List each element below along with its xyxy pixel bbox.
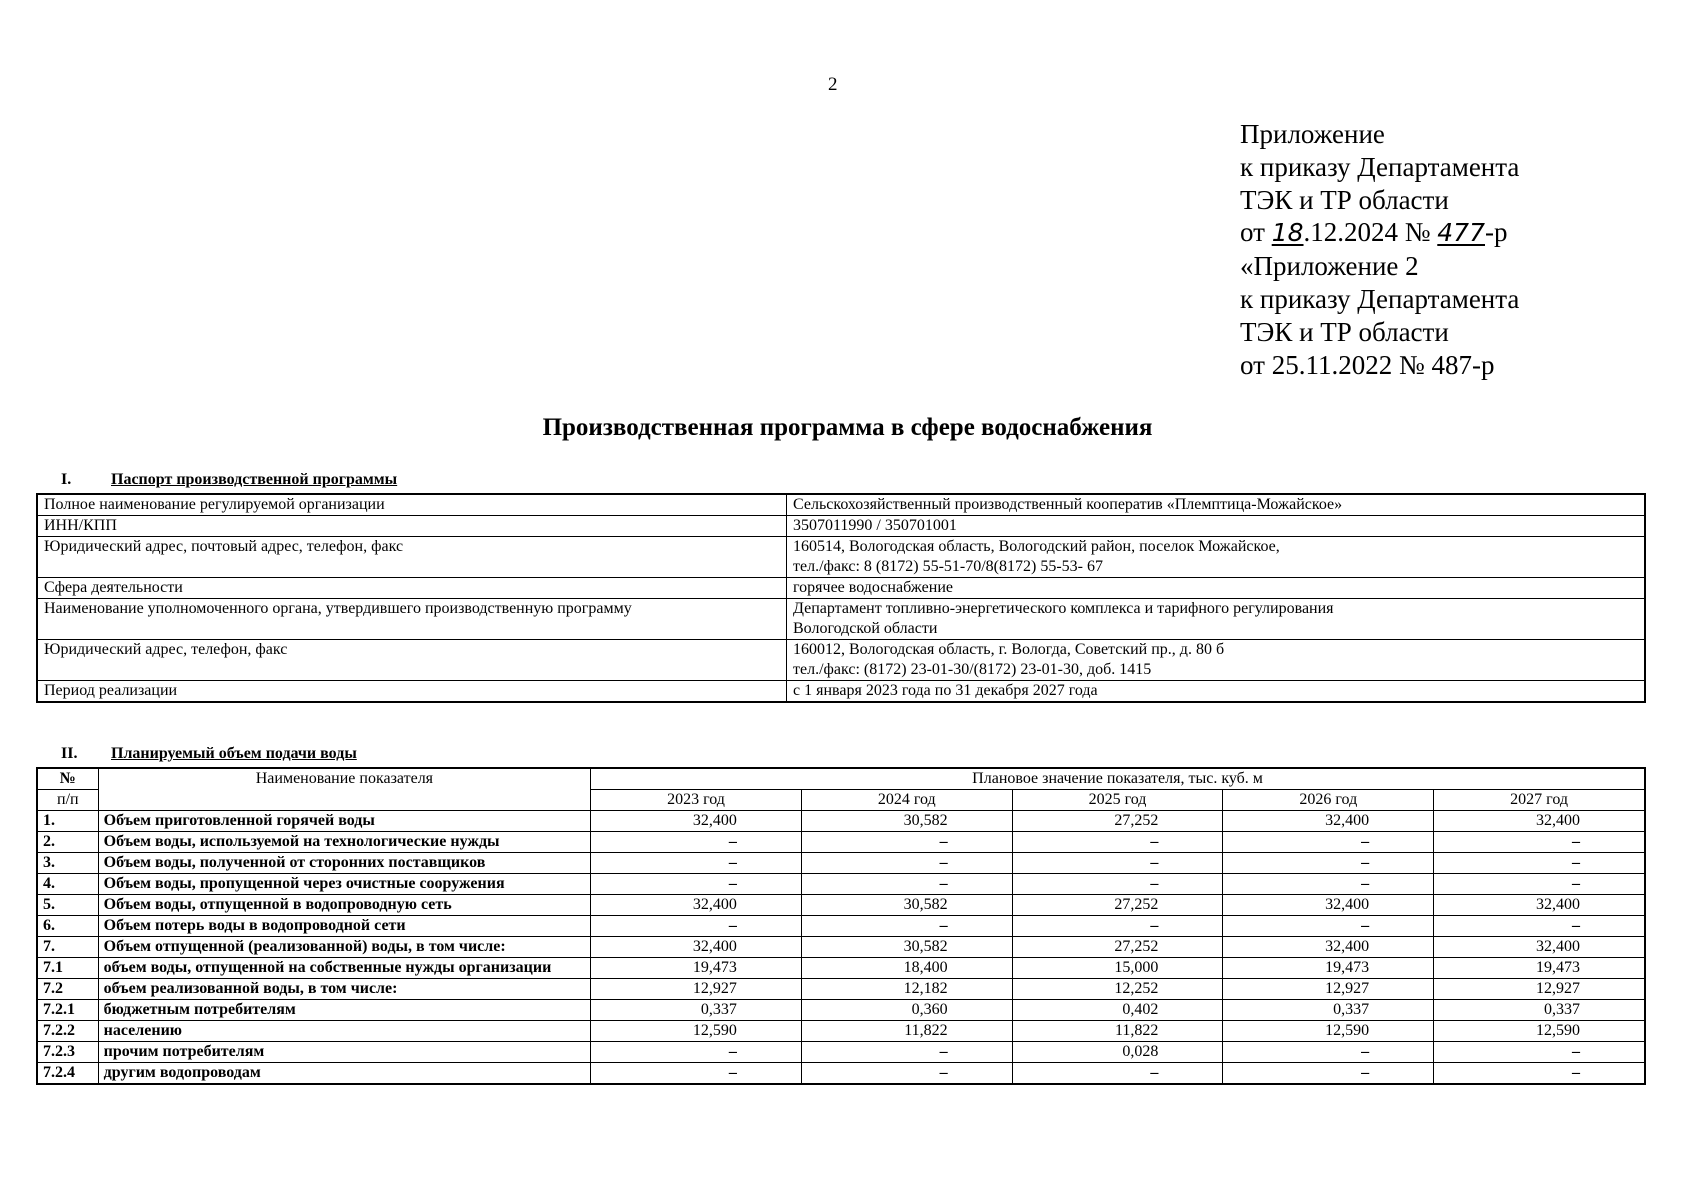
row-value: – xyxy=(801,1063,1012,1085)
table-row xyxy=(37,1000,1645,1021)
appendix-line: от 25.11.2022 № 487-р xyxy=(1240,349,1495,380)
table-row xyxy=(37,1021,1645,1042)
row-value: – xyxy=(1223,853,1434,874)
water-volume-table xyxy=(36,767,1646,1085)
header-year: 2025 год xyxy=(1012,790,1223,811)
passport-row xyxy=(37,681,1645,703)
order-prefix: от xyxy=(1240,217,1265,248)
row-value: – xyxy=(1434,874,1645,895)
passport-row xyxy=(37,537,1645,578)
header-year: 2024 год xyxy=(801,790,1012,811)
passport-value xyxy=(787,681,1646,703)
row-value: 0,337 xyxy=(591,1000,802,1021)
row-value: 32,400 xyxy=(591,811,802,832)
section-heading-passport xyxy=(61,471,397,489)
row-name: объем реализованной воды, в том числе: xyxy=(98,979,590,1000)
appendix-line: ТЭК и ТР области xyxy=(1240,184,1449,215)
row-value: 11,822 xyxy=(801,1021,1012,1042)
row-value: 30,582 xyxy=(801,895,1012,916)
row-name: Объем отпущенной (реализованной) воды, в том числе: xyxy=(98,937,590,958)
table-row xyxy=(37,811,1645,832)
row-number: 3. xyxy=(37,853,98,874)
section-title: Паспорт производственной программы xyxy=(111,471,398,488)
row-value: 12,590 xyxy=(1223,1021,1434,1042)
row-number: 2. xyxy=(37,832,98,853)
row-value: 19,473 xyxy=(591,958,802,979)
row-value: 0,337 xyxy=(1223,1000,1434,1021)
row-value: 32,400 xyxy=(1223,937,1434,958)
row-value: 12,927 xyxy=(1223,979,1434,1000)
document-title: Производственная программа в сфере водоснабжения xyxy=(542,414,1153,441)
row-value: – xyxy=(591,874,802,895)
passport-value xyxy=(787,640,1646,681)
table-row xyxy=(37,979,1645,1000)
section-number: II. xyxy=(61,745,78,762)
row-value: – xyxy=(1012,1063,1223,1085)
row-name: населению xyxy=(98,1021,590,1042)
row-value: – xyxy=(591,916,802,937)
row-name: Объем воды, используемой на технологические нужды xyxy=(98,832,590,853)
table-row xyxy=(37,937,1645,958)
passport-label: Сфера деятельности xyxy=(37,578,787,599)
row-value: – xyxy=(591,853,802,874)
passport-label: Наименование уполномоченного органа, утвердившего производственную программу xyxy=(37,599,787,640)
row-value: – xyxy=(1223,916,1434,937)
row-number: 7.2.2 xyxy=(37,1021,98,1042)
handwritten-day: 18 xyxy=(1271,218,1304,248)
row-value: 30,582 xyxy=(801,937,1012,958)
row-number: 6. xyxy=(37,916,98,937)
table-row xyxy=(37,874,1645,895)
passport-value-line: Департамент топливно-энергетического комплекса и тарифного регулирования xyxy=(793,600,1334,617)
row-value: 12,927 xyxy=(591,979,802,1000)
row-value: – xyxy=(1012,874,1223,895)
passport-label: Период реализации xyxy=(37,681,787,703)
row-value: 32,400 xyxy=(1434,811,1645,832)
row-value: 32,400 xyxy=(1223,895,1434,916)
passport-value-line: Сельскохозяйственный производственный кооператив «Племптица-Можайское» xyxy=(793,496,1343,513)
passport-value xyxy=(787,516,1646,537)
row-value: 12,927 xyxy=(1434,979,1645,1000)
row-value: – xyxy=(1012,916,1223,937)
row-value: – xyxy=(591,1042,802,1063)
row-value: – xyxy=(1223,874,1434,895)
table-row xyxy=(37,958,1645,979)
row-value: – xyxy=(1434,832,1645,853)
passport-value-line: 160012, Вологодская область, г. Вологда, Советский пр., д. 80 б xyxy=(793,641,1225,658)
passport-value-line: горячее водоснабжение xyxy=(793,579,953,596)
passport-row xyxy=(37,494,1645,516)
row-value: 12,590 xyxy=(1434,1021,1645,1042)
row-value: 27,252 xyxy=(1012,895,1223,916)
section-heading-volume xyxy=(61,745,357,763)
order-suffix: -р xyxy=(1485,217,1508,248)
passport-table xyxy=(36,493,1646,703)
row-value: – xyxy=(1223,832,1434,853)
row-name: Объем потерь воды в водопроводной сети xyxy=(98,916,590,937)
appendix-line: ТЭК и ТР области xyxy=(1240,316,1449,347)
passport-row xyxy=(37,516,1645,537)
header-name: Наименование показателя xyxy=(98,768,590,811)
passport-value-line: с 1 января 2023 года по 31 декабря 2027 года xyxy=(793,682,1098,699)
appendix-line: Приложение xyxy=(1240,119,1385,149)
header-year: 2023 год xyxy=(591,790,802,811)
passport-row xyxy=(37,578,1645,599)
passport-value xyxy=(787,578,1646,599)
table-row xyxy=(37,832,1645,853)
header-year: 2027 год xyxy=(1434,790,1645,811)
row-value: 19,473 xyxy=(1223,958,1434,979)
appendix-line: «Приложение 2 xyxy=(1240,251,1419,282)
row-value: 0,360 xyxy=(801,1000,1012,1021)
passport-label: ИНН/КПП xyxy=(37,516,787,537)
row-value: – xyxy=(801,1042,1012,1063)
passport-row xyxy=(37,599,1645,640)
row-value: – xyxy=(1223,1063,1434,1085)
row-name: прочим потребителям xyxy=(98,1042,590,1063)
section-title: Планируемый объем подачи воды xyxy=(111,745,357,762)
row-value: 0,402 xyxy=(1012,1000,1223,1021)
page-number: 2 xyxy=(828,74,838,95)
row-value: – xyxy=(1434,1063,1645,1085)
passport-value-line: тел./факс: 8 (8172) 55-51-70/8(8172) 55-53- 67 xyxy=(793,558,1103,575)
handwritten-number: 477 xyxy=(1437,218,1485,248)
table-row xyxy=(37,895,1645,916)
row-value: 0,337 xyxy=(1434,1000,1645,1021)
row-name: объем воды, отпущенной на собственные нужды организации xyxy=(98,958,590,979)
appendix-order-line xyxy=(1240,216,1519,250)
row-value: – xyxy=(1223,1042,1434,1063)
row-value: – xyxy=(591,832,802,853)
row-value: 27,252 xyxy=(1012,937,1223,958)
row-value: 12,590 xyxy=(591,1021,802,1042)
row-value: 19,473 xyxy=(1434,958,1645,979)
table-row xyxy=(37,1042,1645,1063)
appendix-line: к приказу Департамента xyxy=(1240,283,1520,314)
row-name: Объем воды, отпущенной в водопроводную сеть xyxy=(98,895,590,916)
row-name: бюджетным потребителям xyxy=(98,1000,590,1021)
row-value: – xyxy=(1434,853,1645,874)
appendix-line: к приказу Департамента xyxy=(1240,151,1520,182)
passport-value-line: Вологодской области xyxy=(793,620,938,637)
row-number: 5. xyxy=(37,895,98,916)
passport-value xyxy=(787,494,1646,516)
passport-value xyxy=(787,537,1646,578)
row-value: – xyxy=(1012,853,1223,874)
row-value: 0,028 xyxy=(1012,1042,1223,1063)
header-plan: Плановое значение показателя, тыс. куб. м xyxy=(591,768,1645,790)
passport-value-line: 160514, Вологодская область, Вологодский район, поселок Можайское, xyxy=(793,538,1280,555)
row-value: 11,822 xyxy=(1012,1021,1223,1042)
row-value: 32,400 xyxy=(1434,937,1645,958)
order-date: .12.2024 № xyxy=(1303,217,1431,248)
row-value: 18,400 xyxy=(801,958,1012,979)
row-value: – xyxy=(801,916,1012,937)
row-value: – xyxy=(1434,1042,1645,1063)
row-value: – xyxy=(801,832,1012,853)
row-value: 12,182 xyxy=(801,979,1012,1000)
row-value: – xyxy=(801,874,1012,895)
table-row xyxy=(37,916,1645,937)
passport-value xyxy=(787,599,1646,640)
passport-value-line: 3507011990 / 350701001 xyxy=(793,517,957,534)
row-value: 32,400 xyxy=(591,937,802,958)
row-number: 7.2.1 xyxy=(37,1000,98,1021)
passport-label: Юридический адрес, почтовый адрес, телефон, факс xyxy=(37,537,787,578)
row-number: 4. xyxy=(37,874,98,895)
row-value: – xyxy=(1012,832,1223,853)
row-value: 12,252 xyxy=(1012,979,1223,1000)
row-number: 7.1 xyxy=(37,958,98,979)
table-row xyxy=(37,853,1645,874)
row-value: – xyxy=(591,1063,802,1085)
row-name: другим водопроводам xyxy=(98,1063,590,1085)
row-value: 15,000 xyxy=(1012,958,1223,979)
row-value: 32,400 xyxy=(1223,811,1434,832)
section-number: I. xyxy=(61,471,72,488)
header-no-2: п/п xyxy=(37,790,98,811)
row-value: – xyxy=(1434,916,1645,937)
row-value: 32,400 xyxy=(591,895,802,916)
row-value: – xyxy=(801,853,1012,874)
row-number: 7.2.3 xyxy=(37,1042,98,1063)
row-number: 7.2.4 xyxy=(37,1063,98,1085)
row-name: Объем приготовленной горячей воды xyxy=(98,811,590,832)
row-value: 30,582 xyxy=(801,811,1012,832)
passport-label: Полное наименование регулируемой организации xyxy=(37,494,787,516)
passport-label: Юридический адрес, телефон, факс xyxy=(37,640,787,681)
row-number: 1. xyxy=(37,811,98,832)
passport-row xyxy=(37,640,1645,681)
row-value: 32,400 xyxy=(1434,895,1645,916)
header-year: 2026 год xyxy=(1223,790,1434,811)
row-number: 7. xyxy=(37,937,98,958)
header-no: № xyxy=(37,768,98,790)
row-number: 7.2 xyxy=(37,979,98,1000)
row-name: Объем воды, пропущенной через очистные сооружения xyxy=(98,874,590,895)
appendix-block xyxy=(1240,118,1519,381)
row-name: Объем воды, полученной от сторонних поставщиков xyxy=(98,853,590,874)
passport-value-line: тел./факс: (8172) 23-01-30/(8172) 23-01-30, доб. 1415 xyxy=(793,661,1152,678)
row-value: 27,252 xyxy=(1012,811,1223,832)
table-row xyxy=(37,1063,1645,1085)
